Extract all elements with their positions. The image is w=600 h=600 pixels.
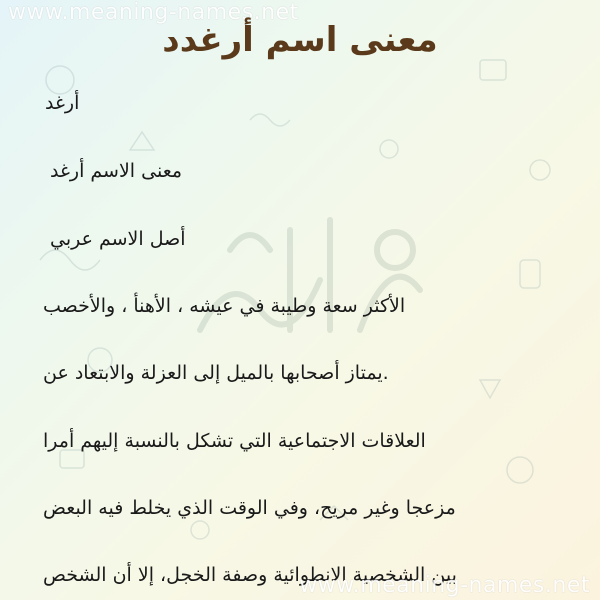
- site-watermark-bottom: www.meaning-names.net: [299, 573, 590, 598]
- text-line: الأكثر سعة وطيبة في عيشه ، الأهنأ ، والأخصب: [43, 295, 406, 317]
- meaning-heading-line: معنى الاسم أرغد: [50, 160, 183, 182]
- text-line: العلاقات الاجتماعية التي تشكل بالنسبة إليهم أمرا: [43, 430, 426, 452]
- name-line: أرغد: [45, 92, 80, 114]
- text-line: .يمتاز أصحابها بالميل إلى العزلة والابتعاد عن: [43, 362, 389, 384]
- site-watermark-top: www.meaning-names.net: [8, 0, 299, 25]
- origin-line: أصل الاسم عربي: [50, 228, 186, 250]
- text-line: بين الشخصية الانطوائية وصفة الخجل، إلا أن الشخص: [43, 564, 457, 586]
- calligraphy-watermark-icon: [170, 190, 450, 360]
- page-title: معنى اسم أرغدد: [162, 20, 438, 60]
- text-line: مزعجا وغير مريح، وفي الوقت الذي يخلط فيه البعض: [43, 497, 456, 519]
